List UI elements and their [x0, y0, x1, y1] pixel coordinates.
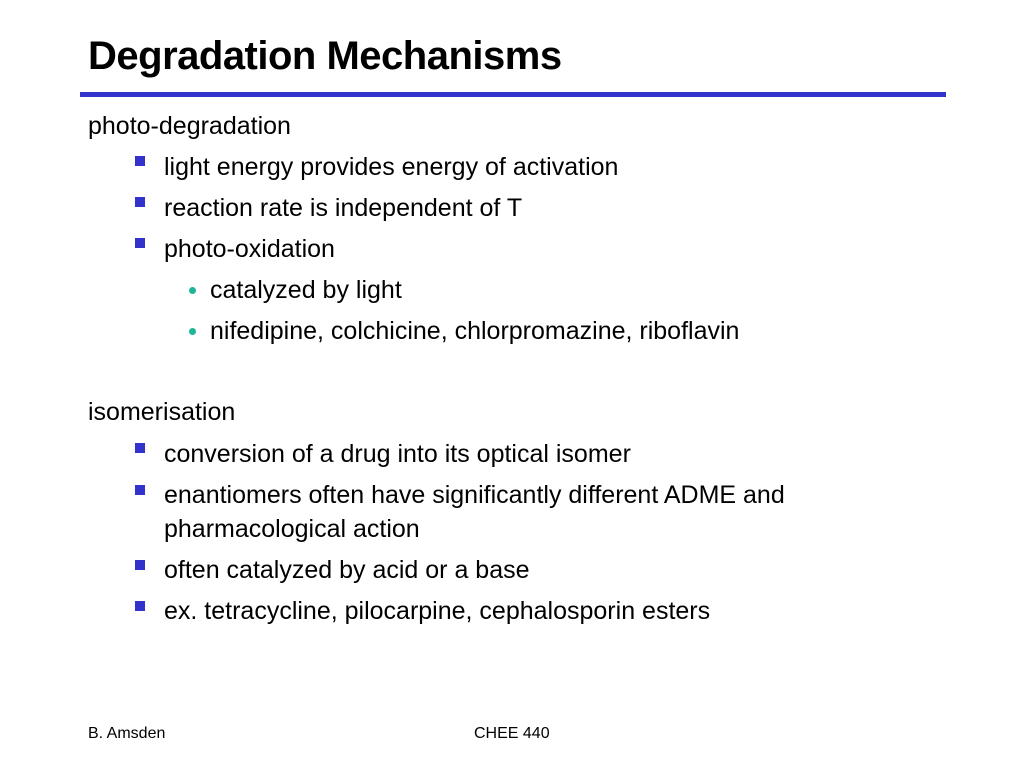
section-heading-photo-degradation: photo-degradation [88, 112, 291, 140]
square-bullet-icon [135, 443, 145, 453]
bullet-item: reaction rate is independent of T [164, 194, 523, 222]
bullet-item: conversion of a drug into its optical isomer [164, 440, 631, 468]
section-heading-isomerisation: isomerisation [88, 398, 236, 426]
square-bullet-icon [135, 601, 145, 611]
bullet-item: enantiomers often have significantly different ADME and [164, 481, 785, 509]
sub-bullet-item: nifedipine, colchicine, chlorpromazine, riboflavin [210, 317, 740, 345]
square-bullet-icon [135, 485, 145, 495]
footer-course: CHEE 440 [474, 725, 550, 742]
square-bullet-icon [135, 156, 145, 166]
bullet-item: ex. tetracycline, pilocarpine, cephalosporin esters [164, 597, 711, 625]
square-bullet-icon [135, 560, 145, 570]
square-bullet-icon [135, 197, 145, 207]
square-bullet-icon [135, 238, 145, 248]
bullet-item-continuation: pharmacological action [164, 515, 420, 543]
footer-author: B. Amsden [88, 725, 166, 742]
bullet-item: photo-oxidation [164, 235, 335, 263]
bullet-item: light energy provides energy of activation [164, 153, 619, 181]
dot-bullet-icon [189, 328, 196, 335]
dot-bullet-icon [189, 287, 196, 294]
bullet-item: often catalyzed by acid or a base [164, 556, 530, 584]
slide-title: Degradation Mechanisms [88, 34, 562, 78]
sub-bullet-item: catalyzed by light [210, 276, 402, 304]
